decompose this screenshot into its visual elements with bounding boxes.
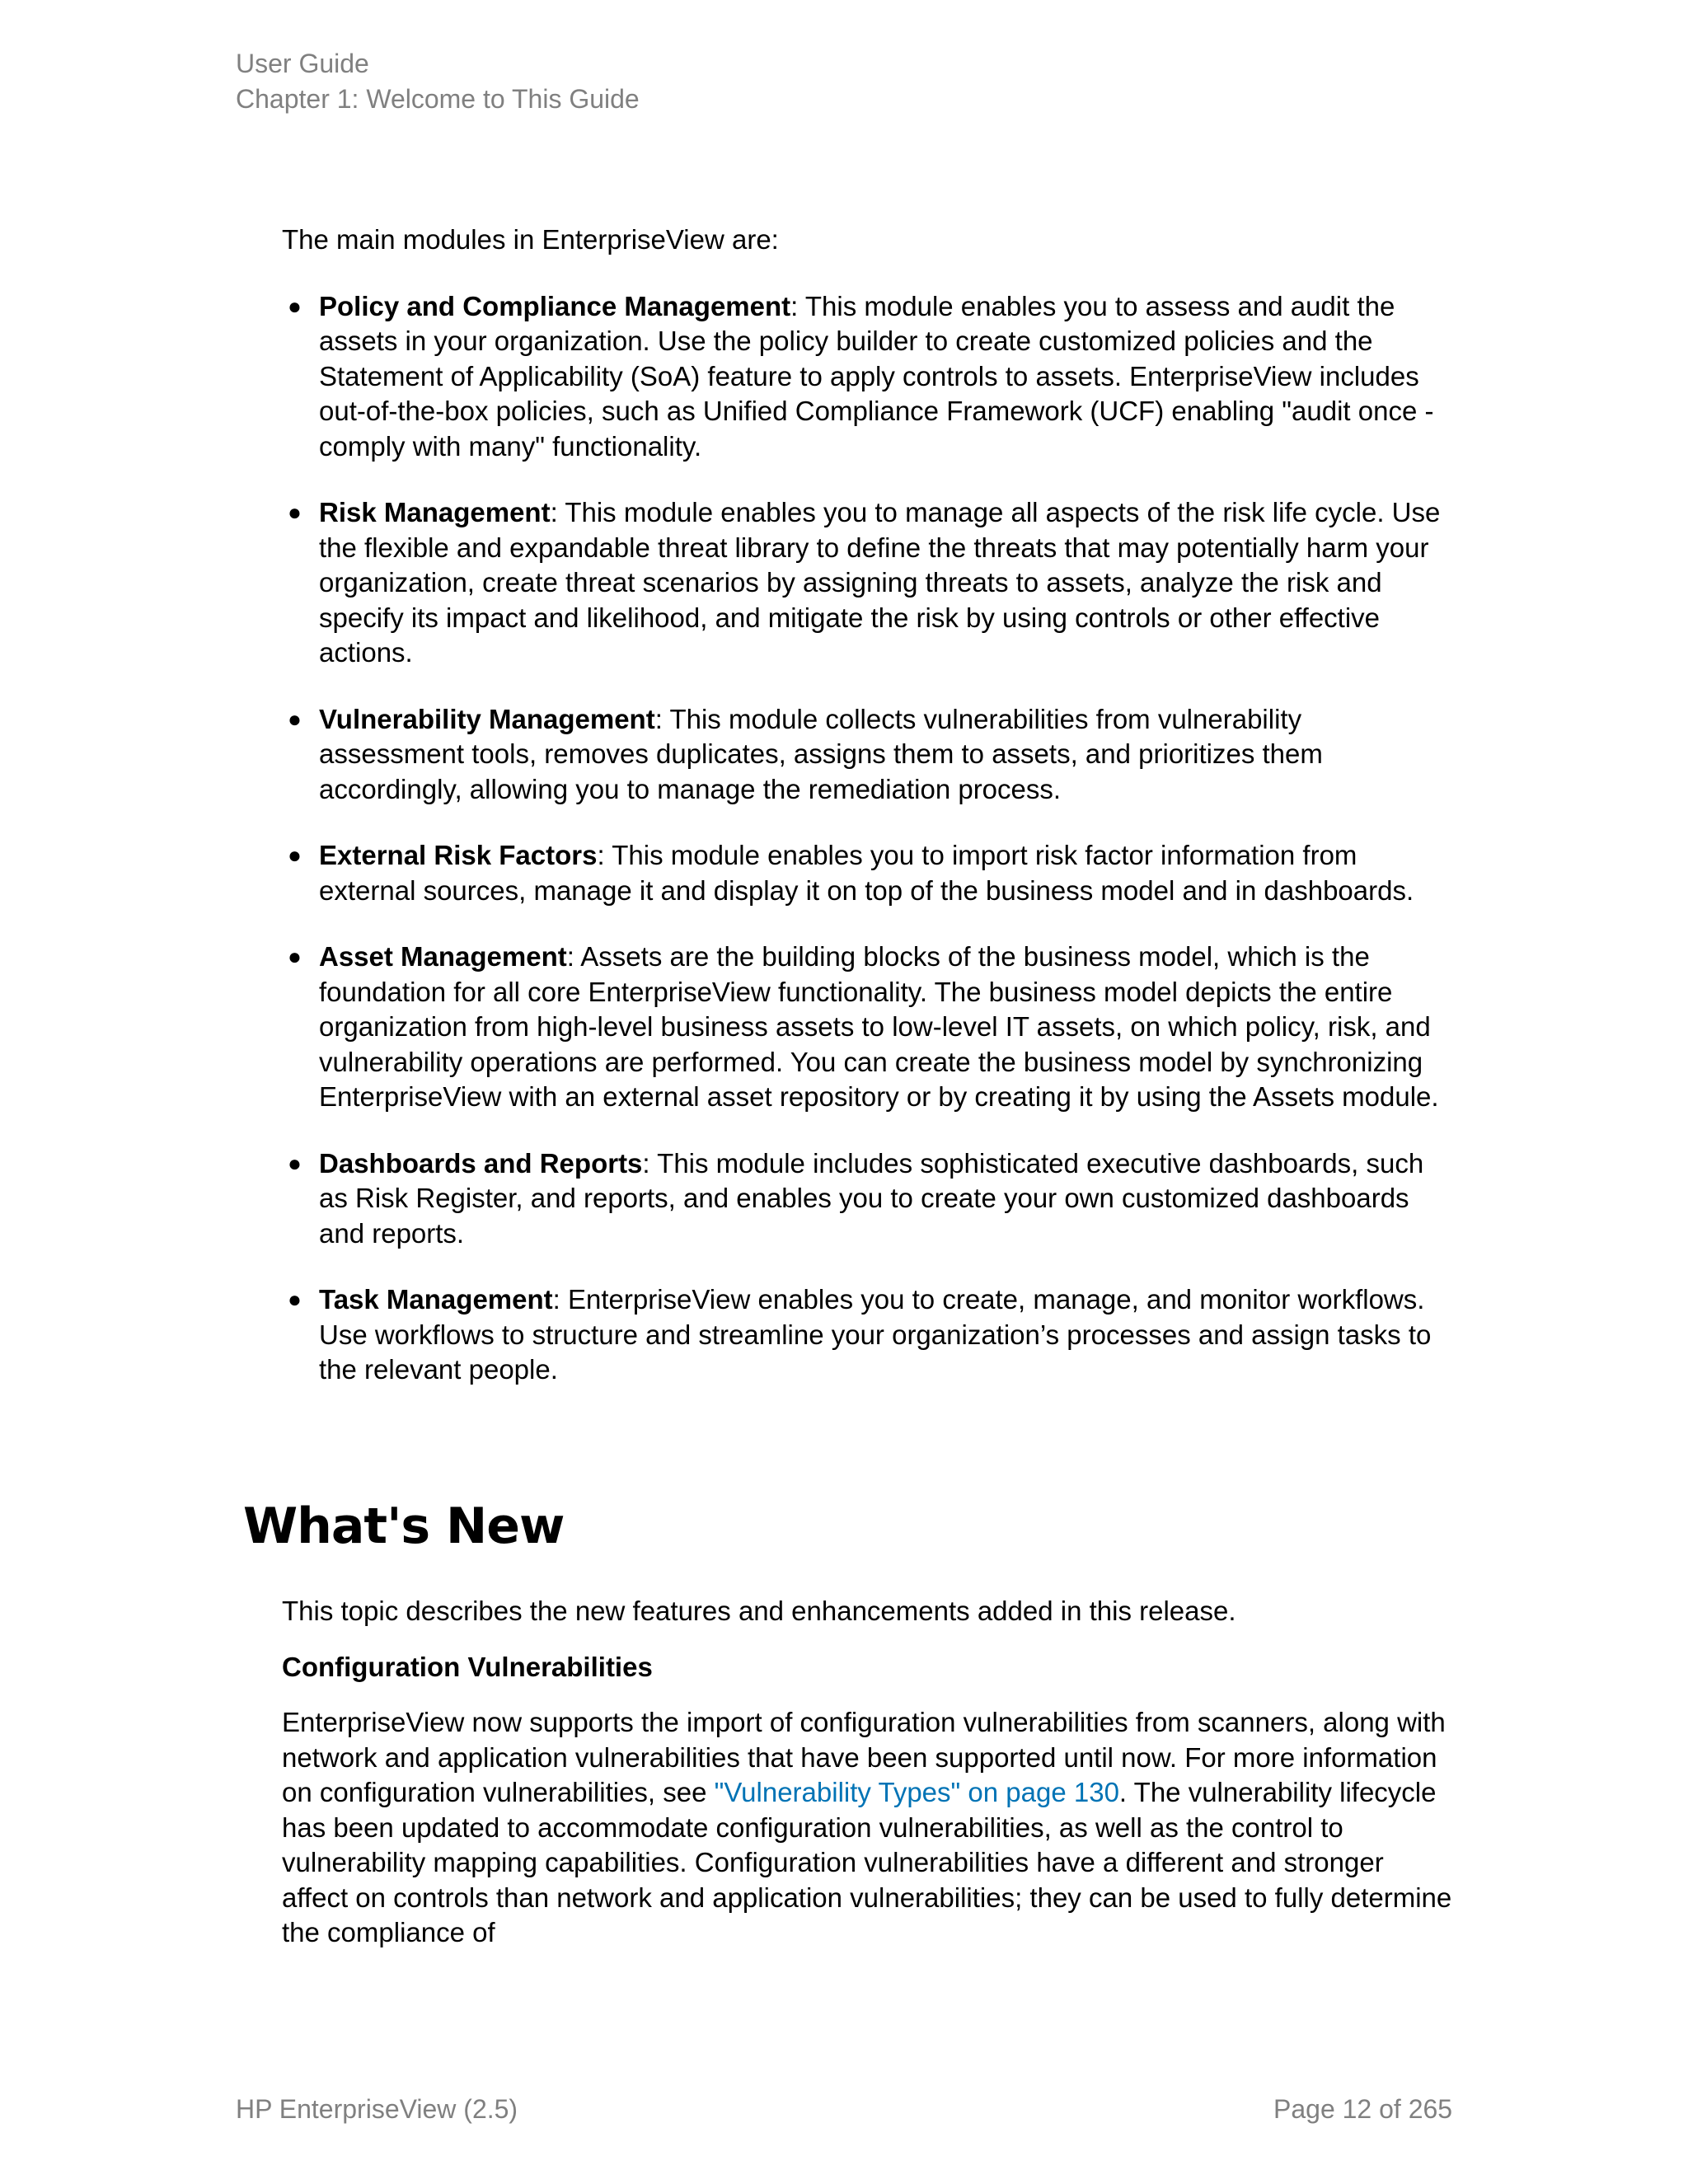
module-name: Dashboards and Reports [319,1147,643,1179]
paragraph-text: EnterpriseView now supports the import of configuration vulnerabilities from scanners, along with network and application vulnerabilities that have been supported until now. For more information on configuration vulnerabilities, see [282,1707,1446,1807]
list-item [282,838,1452,908]
main-content [282,223,1452,1419]
footer-product: HP EnterpriseView (2.5) [236,2094,518,2124]
bullet-icon: ● [288,1286,302,1312]
list-item [282,940,1452,1115]
bullet-icon: ● [288,293,302,319]
paragraph-text: . The vulnerability lifecycle has been updated to accommodate configuration vulnerabilities, as well as the control to vulnerability mapping capabilities. Configuration vulnerabilities have a different and stronger affect on controls than network and application vulnerabilities; they can be used to fully determine the compliance of [282,1777,1452,1947]
module-name: Asset Management [319,941,567,972]
bullet-icon: ● [288,1150,302,1176]
list-item [282,1146,1452,1252]
chapter-title: Chapter 1: Welcome to This Guide [236,84,640,114]
bullet-icon: ● [288,499,302,525]
config-vuln-paragraph [282,1705,1452,1951]
module-description: : This module enables you to import risk factor information from external sources, manage it and display it on top of the business model and in dashboards. [319,840,1414,906]
modules-intro: The main modules in EnterpriseView are: [282,224,779,255]
doc-title: User Guide [236,49,369,78]
module-description: : EnterpriseView enables you to create, manage, and monitor workflows. Use workflows to structure and streamline your organization’s processes and assign tasks to the relevant people. [319,1284,1432,1385]
list-item [282,495,1452,671]
list-item [282,702,1452,808]
section-title: What's New [243,1497,565,1555]
module-name: Vulnerability Management [319,703,655,734]
module-name: Policy and Compliance Management [319,290,791,321]
module-description: : This module collects vulnerabilities from vulnerability assessment tools, removes duplicates, assigns them to assets, and prioritizes them accordingly, allowing you to manage the remediation process. [319,703,1323,804]
list-item [282,1282,1452,1388]
bullet-icon: ● [288,842,302,868]
module-name: Task Management [319,1284,553,1315]
list-item [282,289,1452,465]
module-description: : This module includes sophisticated executive dashboards, such as Risk Register, and reports, and enables you to create your own customized dashboards and reports. [319,1147,1424,1249]
module-description: : This module enables you to assess and audit the assets in your organization. Use the policy builder to create customized policies and the Statement of Applicability (SoA) feature to apply controls to assets. EnterpriseView includes out-of-the-box policies, such as Unified Compliance Framework (UCF) enabling "audit once - comply with many" functionality. [319,290,1434,462]
vulnerability-types-link[interactable]: "Vulnerability Types" on page 130 [714,1777,1119,1807]
whats-new-body [282,1594,1452,1951]
bullet-icon: ● [288,705,302,732]
running-header [236,46,640,117]
module-description: : This module enables you to manage all aspects of the risk life cycle. Use the flexible and expandable threat library to define the threats that may potentially harm your organization, create threat scenarios by assigning threats to assets, analyze the risk and specify its impact and likelihood, and mitigate the risk by using controls or other effective actions. [319,497,1441,668]
section-intro: This topic describes the new features and enhancements added in this release. [282,1596,1236,1626]
modules-list [282,289,1452,1388]
footer-page-number: Page 12 of 265 [1273,2094,1453,2124]
bullet-icon: ● [288,944,302,969]
module-name: External Risk Factors [319,840,598,870]
module-description: : Assets are the building blocks of the business model, which is the foundation for all core EnterpriseView functionality. The business model depicts the entire organization from high-level business assets to low-level IT assets, on which policy, risk, and vulnerability operations are performed. You can create the business model by synchronizing EnterpriseView with an external asset repository or by creating it by using the Assets module. [319,941,1439,1112]
subheading: Configuration Vulnerabilities [282,1651,653,1682]
module-name: Risk Management [319,497,551,527]
